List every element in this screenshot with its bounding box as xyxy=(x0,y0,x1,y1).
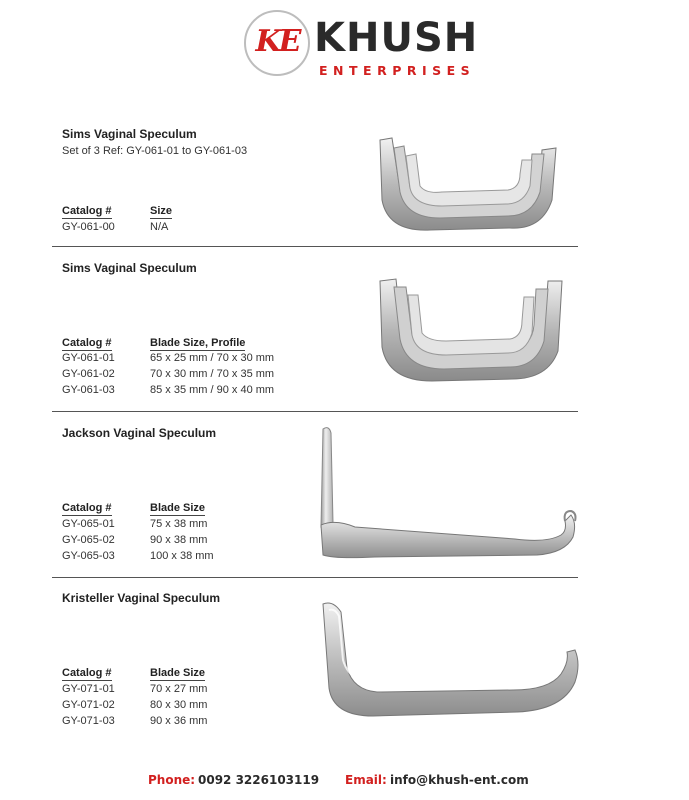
section-divider xyxy=(52,577,578,578)
blade-size-value: 100 x 38 mm xyxy=(150,550,214,562)
catalog-number: GY-061-01 xyxy=(62,352,115,364)
size-value: N/A xyxy=(150,221,169,233)
catalog-number: GY-071-01 xyxy=(62,683,115,695)
blade-size-value: 70 x 27 mm xyxy=(150,683,208,695)
catalog-number: GY-061-03 xyxy=(62,384,115,396)
column-header-blade-size: Blade Size xyxy=(150,502,206,514)
product-subtitle: Set of 3 Ref: GY-061-01 to GY-061-03 xyxy=(62,145,248,157)
logo-monogram: KE xyxy=(255,24,299,59)
sims-speculum-image xyxy=(372,275,582,385)
column-header-catalog: Catalog # xyxy=(62,205,112,217)
column-header-catalog: Catalog # xyxy=(62,502,112,514)
blade-size-value: 80 x 30 mm xyxy=(150,699,208,711)
column-header-blade-size: Blade Size xyxy=(150,667,206,679)
phone-label: Phone: xyxy=(148,773,196,787)
jackson-speculum-image xyxy=(315,423,585,568)
company-tagline: ENTERPRISES xyxy=(319,63,476,78)
blade-size-value: 85 x 35 mm / 90 x 40 mm xyxy=(150,384,275,396)
product-title: Sims Vaginal Speculum xyxy=(62,261,197,275)
product-title: Jackson Vaginal Speculum xyxy=(62,426,217,440)
product-title: Kristeller Vaginal Speculum xyxy=(62,591,221,605)
catalog-number: GY-071-03 xyxy=(62,715,115,727)
blade-size-value: 75 x 38 mm xyxy=(150,518,208,530)
company-logo xyxy=(244,10,479,78)
catalog-number: GY-071-02 xyxy=(62,699,115,711)
catalog-number: GY-065-01 xyxy=(62,518,115,530)
blade-size-value: 65 x 25 mm / 70 x 30 mm xyxy=(150,352,275,364)
kristeller-speculum-image xyxy=(313,598,588,723)
column-header-size: Size xyxy=(150,205,173,217)
phone-number[interactable]: 0092 3226103119 xyxy=(198,773,320,787)
sims-speculum-set-image xyxy=(370,130,580,235)
column-header-catalog: Catalog # xyxy=(62,337,112,349)
email-address[interactable]: info@khush-ent.com xyxy=(390,773,529,787)
catalog-number: GY-061-00 xyxy=(62,221,115,233)
section-divider xyxy=(52,411,578,412)
blade-size-value: 90 x 38 mm xyxy=(150,534,208,546)
catalog-number: GY-065-02 xyxy=(62,534,115,546)
column-header-catalog: Catalog # xyxy=(62,667,112,679)
catalog-number: GY-065-03 xyxy=(62,550,115,562)
blade-size-value: 90 x 36 mm xyxy=(150,715,208,727)
section-divider xyxy=(52,246,578,247)
company-name: KHUSH xyxy=(314,15,479,61)
catalog-number: GY-061-02 xyxy=(62,368,115,380)
column-header-blade-size: Blade Size, Profile xyxy=(150,337,246,349)
logo-emblem xyxy=(244,10,310,76)
product-title: Sims Vaginal Speculum xyxy=(62,127,197,141)
email-label: Email: xyxy=(345,773,387,787)
blade-size-value: 70 x 30 mm / 70 x 35 mm xyxy=(150,368,275,380)
